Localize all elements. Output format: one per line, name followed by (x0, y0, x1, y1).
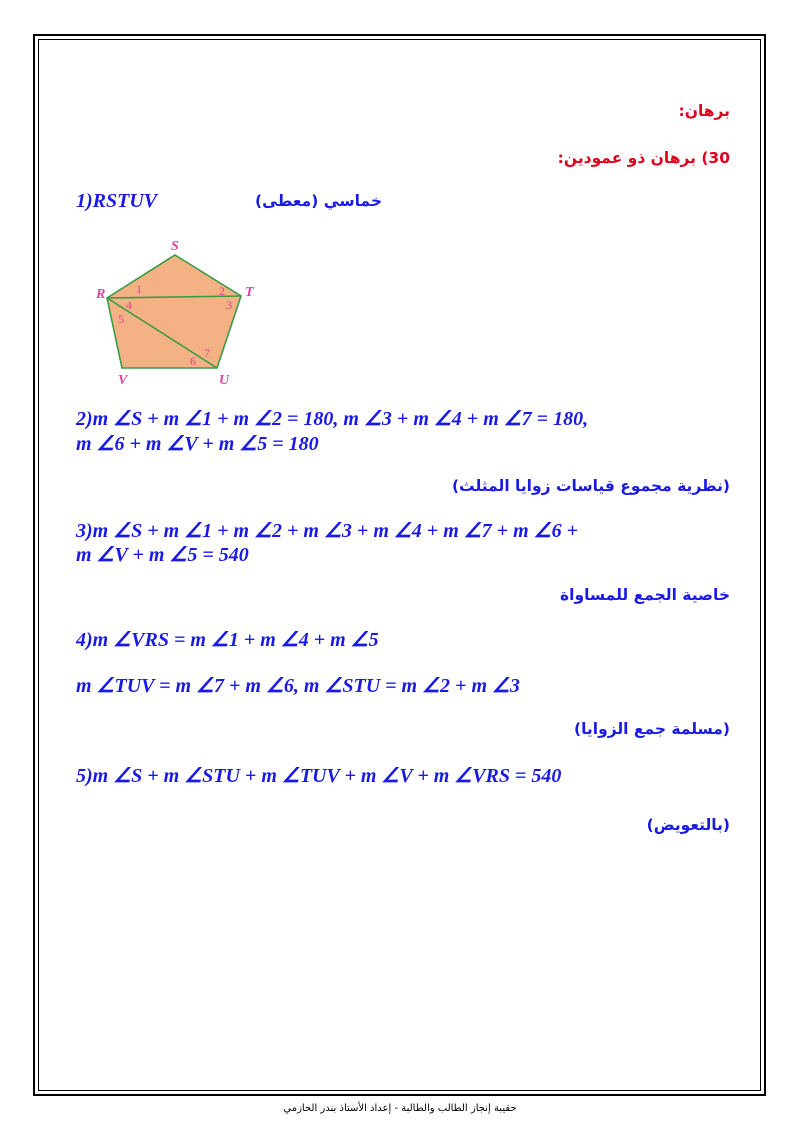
step3-line1: 3)m ∠S + m ∠1 + m ∠2 + m ∠3 + m ∠4 + m ∠7 + m ∠6 + (76, 520, 578, 542)
angle-7: 7 (204, 346, 210, 360)
page-footer: حقيبة إنجاز الطالب والطالبة - إعداد الأستاذ بندر الحازمي (283, 1103, 517, 1114)
step5-line1: 5)m ∠S + m ∠STU + m ∠TUV + m ∠V + m ∠VRS = 540 (76, 765, 562, 787)
vertex-u: U (219, 373, 230, 388)
step4-line2: m ∠TUV = m ∠7 + m ∠6, m ∠STU = m ∠2 + m ∠3 (76, 675, 520, 697)
step1-reason: خماسي (معطى) (255, 192, 382, 210)
angle-4: 4 (126, 298, 132, 312)
angle-5: 5 (118, 312, 124, 326)
vertex-t: T (245, 285, 254, 300)
vertex-r: R (96, 287, 106, 302)
step5-reason: (بالتعويض) (646, 816, 730, 834)
step4-reason: (مسلمة جمع الزوايا) (574, 720, 730, 738)
step2-reason: (نظرية مجموع قياسات زوايا المثلث) (451, 477, 730, 495)
question-title: 30) برهان ذو عمودين: (557, 149, 730, 167)
angle-2: 2 (219, 284, 225, 298)
angle-1: 1 (136, 282, 142, 296)
vertex-v: V (118, 373, 128, 388)
step1-statement: 1)RSTUV (76, 190, 158, 212)
vertex-s: S (171, 239, 179, 254)
step2-line1: 2)m ∠S + m ∠1 + m ∠2 = 180, m ∠3 + m ∠4 + m ∠7 = 180, (76, 408, 589, 430)
angle-3: 3 (226, 298, 232, 312)
angle-6: 6 (190, 354, 196, 368)
step4-line1: 4)m ∠VRS = m ∠1 + m ∠4 + m ∠5 (76, 629, 379, 651)
step2-line2: m ∠6 + m ∠V + m ∠5 = 180 (76, 433, 319, 455)
pentagon-figure (88, 234, 288, 394)
proof-heading: برهان: (678, 102, 730, 120)
step3-line2: m ∠V + m ∠5 = 540 (76, 544, 249, 566)
step3-reason: خاصية الجمع للمساواة (559, 586, 730, 604)
